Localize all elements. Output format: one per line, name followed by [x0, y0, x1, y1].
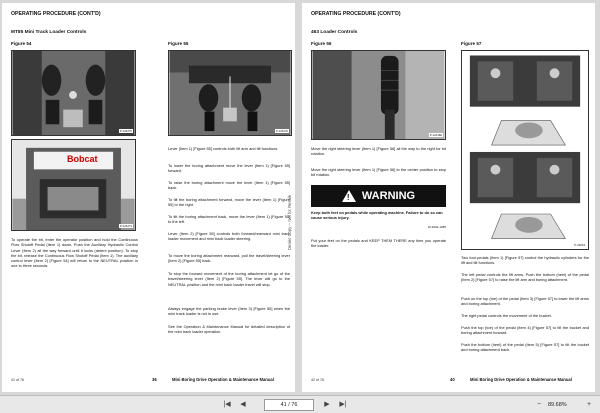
body-paragraph: Move the right steering lever (Item 1) [Figure 56] all the way to the right for bit rotation.	[311, 146, 446, 157]
next-page-button[interactable]: ▶	[324, 401, 330, 408]
body-paragraph: The right pedal controls the movement of the bucket.	[461, 313, 552, 318]
figure-57-photo	[461, 50, 589, 250]
last-page-button[interactable]: ▶|	[339, 401, 347, 408]
photo-id: P-29219	[574, 243, 585, 247]
page-number: 36	[152, 377, 157, 382]
photo-id: P-124182	[429, 133, 442, 137]
section-title: 463 Loader Controls	[311, 30, 358, 35]
steering-lever-illustration	[312, 51, 445, 139]
body-paragraph: Lever (Item 2) [Figure 55] controls both forward/rearward mini track loader movement and mini track loader steering.	[168, 231, 290, 242]
zoom-in-icon[interactable]: +	[586, 401, 592, 408]
body-paragraph: Lever (Item 1) [Figure 55] controls both lift arm and tilt functions.	[168, 146, 279, 151]
previous-page-button[interactable]: ◀	[240, 401, 246, 408]
body-paragraph: Put your feet on the pedals and KEEP THEM THERE any time you operate the loader.	[311, 238, 446, 249]
body-paragraph: To operate the bit, enter the operator position and hold the Continuous Flow Shutoff Pedal (Item 1) down, Push the Auxiliary Hydraulic Control Lever (Item 2) all the way forward until it locks (detent position). To stop the bit, release the Continuous Flow Shutoff Pedal (Item 1). The auxiliary control lever (Item 2) [Figure 54] will return to the NEUTRAL position in one to three seconds.	[11, 237, 138, 269]
footer-title: Mini Boring Drive Operation & Maintenance Manual	[172, 377, 274, 382]
first-page-button[interactable]: |◀	[223, 401, 231, 408]
photo-id: P-124270	[119, 129, 132, 133]
body-paragraph: To lower the boring attachment move the lever (Item 1) [Figure 55] forward.	[168, 163, 290, 174]
figure-55-label: Figure 55	[168, 41, 189, 46]
body-paragraph: Push the bottom (heel) of the pedal (Item 5) [Figure 57] to tilt the bucket and boring attachment back.	[461, 342, 589, 353]
photo-id: P-124270	[275, 129, 288, 133]
viewer-toolbar	[0, 395, 600, 413]
body-paragraph: Always engage the parking brake lever (Item 3) [Figure 55] when the mini track loader is not in use.	[168, 306, 290, 317]
left-page	[2, 3, 295, 392]
body-paragraph: To tilt the boring attachment forward, move the lever (Item 1) [Figure 55] to the right.	[168, 197, 290, 208]
warning-triangle-icon: !	[342, 190, 356, 202]
warning-banner	[311, 185, 446, 207]
figure-54-label: Figure 54	[11, 41, 32, 46]
figure-54-photo-top	[11, 50, 136, 136]
body-paragraph: See the Operation & Maintenance Manual for detailed description of the mini track loader operation.	[168, 324, 290, 335]
figure-54-photo-bottom	[11, 139, 136, 231]
figure-55-photo	[168, 50, 292, 136]
body-paragraph: To move the boring attachment rearward, pull the travel/steering lever (Item 2) [Figure 55] back.	[168, 253, 290, 264]
bobcat-logo: Bobcat	[67, 154, 98, 164]
right-page	[302, 3, 595, 392]
warning-code: W-2002-1285	[427, 225, 446, 229]
footer-title: Mini Boring Drive Operation & Maintenance Manual	[470, 377, 572, 382]
lever-controls-illustration	[169, 51, 291, 135]
body-paragraph: To raise the boring attachment move the lever (Item 1) [Figure 55] back.	[168, 180, 290, 191]
foot-pedals-illustration	[462, 51, 588, 249]
page-header: OPERATING PROCEDURE (CONT'D)	[311, 11, 401, 17]
section-title: MT85 Mini Track Loader Controls	[11, 30, 87, 35]
photo-id: P-124271	[119, 224, 132, 228]
zoom-out-icon[interactable]: −	[536, 401, 542, 408]
body-paragraph: The left pedal controls the lift arms. Push the bottom (heel) of the pedal (Item 2) [Figure 57] to raise the lift arm and boring attachment.	[461, 272, 589, 283]
body-paragraph: Two foot pedals (Item 1) [Figure 57] control the hydraulic cylinders for the lift and tilt functions.	[461, 255, 589, 266]
page-count: 42 of 76	[311, 378, 324, 382]
figure-56-photo	[311, 50, 446, 140]
zoom-level[interactable]: 89.68%	[548, 402, 567, 408]
page-count: 41 of 76	[11, 378, 24, 382]
body-paragraph: Move the right steering lever (Item 1) [Figure 56] to the center position to stop bit rotation.	[311, 167, 446, 178]
body-paragraph: To tilt the boring attachment back, move the lever (Item 1) [Figure 55] to the left.	[168, 214, 290, 225]
warning-text: Keep both feet on pedals while operating machine. Failure to do so can cause serious injury.	[311, 210, 443, 220]
page-header: OPERATING PROCEDURE (CONT'D)	[11, 11, 101, 17]
figure-56-label: Figure 56	[311, 41, 332, 46]
figure-57-label: Figure 57	[461, 41, 482, 46]
page-number-input[interactable]: 41 / 76	[264, 399, 314, 411]
body-paragraph: To stop the forward movement of the boring attachment let go of the travel/steering lever (Item 2) [Figure 55]. The lever will go to the NEUTRAL position and the mini track loader travel will stop.	[168, 271, 290, 287]
warning-title: WARNING	[361, 190, 416, 202]
cab-controls-illustration	[12, 51, 135, 135]
page-number: 40	[450, 377, 455, 382]
dealer-watermark: Dealer Copy -- Not for Resale	[287, 194, 292, 250]
body-paragraph: Push the top (toe) of the pedal (Item 4) [Figure 57] to tilt the bucket and boring attachment forward.	[461, 325, 589, 336]
body-paragraph: Push on the top (toe) of the pedal (Item 3) [Figure 57] to lower the lift arms and boring attachment.	[461, 296, 589, 307]
